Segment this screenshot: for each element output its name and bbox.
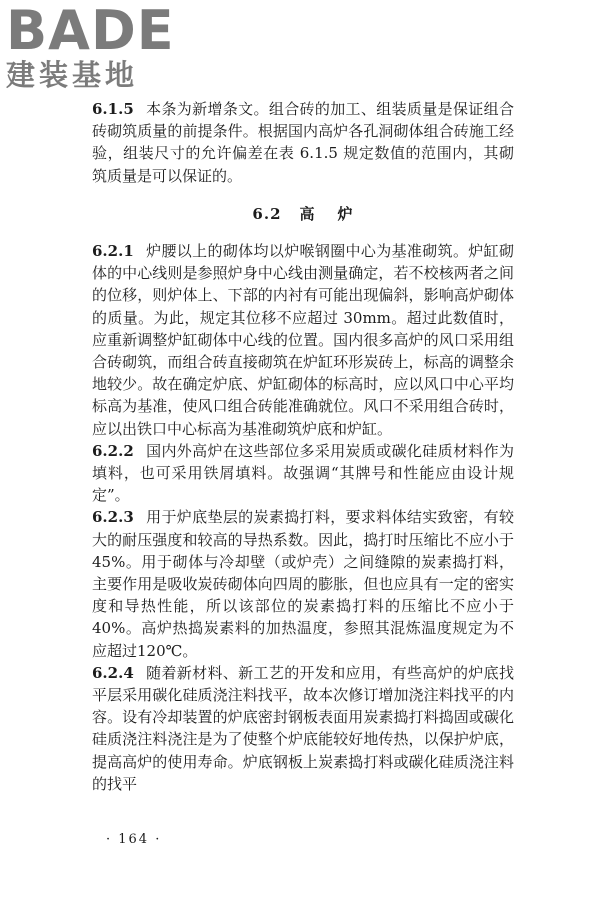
- section-6-2-2: [92, 440, 514, 507]
- document-body: [92, 98, 514, 795]
- section-6-2-4: [92, 662, 514, 795]
- logo: [6, 0, 176, 92]
- section-number: 6.2.4: [92, 663, 134, 682]
- section-text: 本条为新增条文。组合砖的加工、组装质量是保证组合砖砌筑质量的前提条件。根据国内高炉各孔洞砌体组合砖施工经验，组装尺寸的允许偏差在表 6.1.5 规定数值的范围内，其砌筑质量是可以保证的。: [92, 100, 514, 185]
- heading-title-part-1: 高: [299, 204, 316, 223]
- heading-title-part-2: 炉: [337, 204, 354, 223]
- section-text: 国内外高炉在这些部位多采用炭质或碳化硅质材料作为填料，也可采用铁屑填料。故强调“其牌号和性能应由设计规定”。: [92, 441, 514, 505]
- section-6-2-1: [92, 240, 514, 440]
- section-text: 用于炉底垫层的炭素捣打料，要求料体结实致密，有较大的耐压强度和较高的导热系数。因此，捣打时压缩比不应小于45%。用于砌体与冷却壁（或炉壳）之间缝隙的炭素捣打料，主要作用是吸收炭砖砌体向四周的膨胀，但也应具有一定的密实度和导热性能，所以该部位的炭素捣打料的压缩比不应小于 40%。高炉热捣炭素料的加热温度，参照其混炼温度规定为不应超过120℃。: [92, 508, 514, 660]
- logo-mark: BADE: [6, 0, 175, 62]
- section-number: 6.1.5: [92, 100, 134, 118]
- section-number: 6.2.3: [92, 508, 134, 527]
- section-6-1-5: [92, 98, 514, 187]
- section-number: 6.2.1: [92, 242, 134, 261]
- section-6-2-3: [92, 506, 514, 661]
- page-number: · 164 ·: [106, 832, 162, 847]
- logo-subtitle: 建装基地: [6, 58, 139, 92]
- section-heading: [92, 203, 514, 225]
- heading-number: 6.2: [252, 204, 282, 223]
- section-text: 随着新材料、新工艺的开发和应用，有些高炉的炉底找平层采用碳化硅质浇注料找平，故本次修订增加浇注料找平的内容。设有冷却装置的炉底密封钢板表面用炭素捣打料捣固或碳化硅质浇注料浇注是为了使整个炉底能较好地传热，以保护炉底，提高高炉的使用寿命。炉底钢板上炭素捣打料或碳化硅质浇注料的找平: [92, 663, 514, 793]
- section-text: 炉腰以上的砌体均以炉喉钢圈中心为基准砌筑。炉缸砌体的中心线则是参照炉身中心线由测量确定，若不校核两者之间的位移，则炉体上、下部的内衬有可能出现偏斜，影响高炉砌体的质量。为此，规定其位移不应超过 30mm。超过此数值时，应重新调整炉缸砌体中心线的位置。国内很多高炉的风口采用组合砖砌筑，而组合砖直接砌筑在炉缸环形炭砖上，标高的调整余地较少。故在确定炉底、炉缸砌体的标高时，应以风口中心平均标高为基准，使风口组合砖能准确就位。风口不采用组合砖时，应以出铁口中心标高为基准砌筑炉底和炉缸。: [92, 242, 514, 438]
- section-number: 6.2.2: [92, 441, 134, 460]
